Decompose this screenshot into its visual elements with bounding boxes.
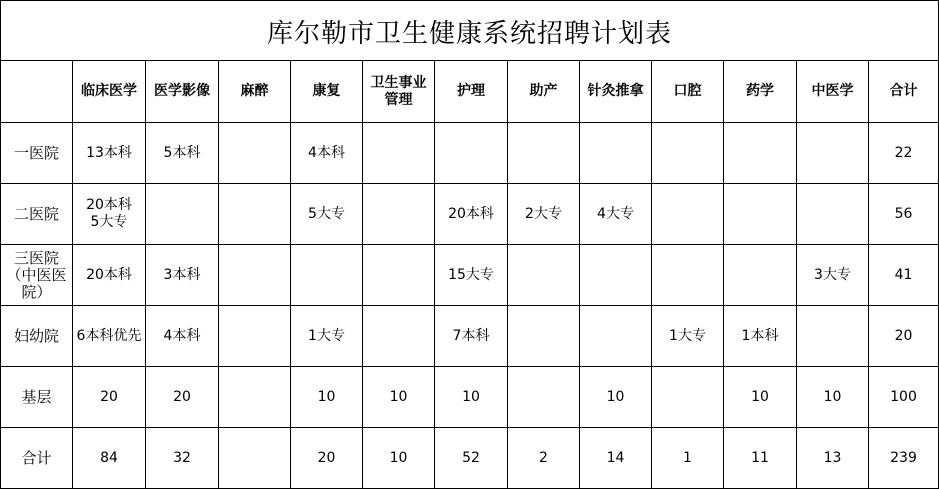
table-cell: 11 — [724, 428, 797, 489]
table-cell — [219, 184, 291, 245]
table-title: 库尔勒市卫生健康系统招聘计划表 — [0, 0, 939, 61]
table-cell: 1大专 — [291, 306, 363, 367]
table-cell: 1大专 — [652, 306, 724, 367]
table-cell — [219, 428, 291, 489]
recruitment-table — [0, 60, 939, 489]
table-cell — [435, 123, 508, 184]
table-cell — [219, 306, 291, 367]
row-label: 二医院 — [1, 184, 73, 245]
table-cell: 15大专 — [435, 245, 508, 306]
header-nursing: 护理 — [435, 61, 508, 123]
table-cell: 20本科 5大专 — [73, 184, 146, 245]
row-label: 一医院 — [1, 123, 73, 184]
table-cell: 4本科 — [146, 306, 219, 367]
table-cell — [652, 367, 724, 428]
table-cell: 20 — [146, 367, 219, 428]
header-tcm: 中医学 — [797, 61, 869, 123]
table-cell — [580, 123, 652, 184]
table-cell: 13 — [797, 428, 869, 489]
table-cell — [508, 367, 580, 428]
table-cell — [363, 306, 435, 367]
row-label: 基层 — [1, 367, 73, 428]
table-cell: 13本科 — [73, 123, 146, 184]
table-cell: 10 — [580, 367, 652, 428]
table-cell — [508, 306, 580, 367]
header-health-management: 卫生事业管理 — [363, 61, 435, 123]
table-cell — [219, 245, 291, 306]
table-cell — [219, 123, 291, 184]
table-cell: 4大专 — [580, 184, 652, 245]
table-cell: 2大专 — [508, 184, 580, 245]
table-cell: 100 — [869, 367, 939, 428]
table-cell: 5大专 — [291, 184, 363, 245]
header-pharmacy: 药学 — [724, 61, 797, 123]
table-cell: 41 — [869, 245, 939, 306]
table-cell — [797, 123, 869, 184]
header-corner — [1, 61, 73, 123]
row-label: 三医院（中医医院） — [1, 245, 73, 306]
table-row — [1, 306, 939, 367]
header-row — [1, 61, 939, 123]
table-cell — [652, 123, 724, 184]
table-cell: 20 — [73, 367, 146, 428]
table-cell: 4本科 — [291, 123, 363, 184]
table-cell — [580, 245, 652, 306]
table-cell: 5本科 — [146, 123, 219, 184]
table-cell: 1本科 — [724, 306, 797, 367]
table-cell — [291, 245, 363, 306]
table-cell — [146, 184, 219, 245]
table-cell: 2 — [508, 428, 580, 489]
table-cell: 1 — [652, 428, 724, 489]
table-cell: 52 — [435, 428, 508, 489]
table-row — [1, 184, 939, 245]
table-cell — [363, 184, 435, 245]
table-cell — [219, 367, 291, 428]
table-cell: 10 — [363, 428, 435, 489]
table-row — [1, 367, 939, 428]
table-cell: 3大专 — [797, 245, 869, 306]
table-row — [1, 245, 939, 306]
table-cell: 10 — [724, 367, 797, 428]
table-cell: 239 — [869, 428, 939, 489]
table-cell: 20本科 — [435, 184, 508, 245]
table-cell: 10 — [797, 367, 869, 428]
table-cell — [797, 184, 869, 245]
table-row — [1, 428, 939, 489]
table-row — [1, 123, 939, 184]
table-cell: 3本科 — [146, 245, 219, 306]
table-cell: 84 — [73, 428, 146, 489]
header-rehabilitation: 康复 — [291, 61, 363, 123]
table-cell — [724, 245, 797, 306]
header-stomatology: 口腔 — [652, 61, 724, 123]
table-cell: 10 — [291, 367, 363, 428]
table-cell: 10 — [435, 367, 508, 428]
table-cell — [724, 123, 797, 184]
header-medical-imaging: 医学影像 — [146, 61, 219, 123]
table-cell: 20 — [291, 428, 363, 489]
table-cell — [797, 306, 869, 367]
table-cell: 6本科优先 — [73, 306, 146, 367]
table-cell — [652, 245, 724, 306]
header-total: 合计 — [869, 61, 939, 123]
table-cell: 32 — [146, 428, 219, 489]
table-cell: 56 — [869, 184, 939, 245]
row-label: 合计 — [1, 428, 73, 489]
table-cell: 20本科 — [73, 245, 146, 306]
table-cell — [580, 306, 652, 367]
table-cell: 10 — [363, 367, 435, 428]
table-cell — [363, 245, 435, 306]
header-anesthesia: 麻醉 — [219, 61, 291, 123]
header-clinical-medicine: 临床医学 — [73, 61, 146, 123]
table-cell — [363, 123, 435, 184]
table-cell: 22 — [869, 123, 939, 184]
table-cell: 20 — [869, 306, 939, 367]
table-cell: 7本科 — [435, 306, 508, 367]
table-cell — [508, 245, 580, 306]
row-label: 妇幼院 — [1, 306, 73, 367]
table-cell: 14 — [580, 428, 652, 489]
header-acupuncture-massage: 针灸推拿 — [580, 61, 652, 123]
table-cell — [652, 184, 724, 245]
table-cell — [724, 184, 797, 245]
header-midwifery: 助产 — [508, 61, 580, 123]
table-cell — [508, 123, 580, 184]
